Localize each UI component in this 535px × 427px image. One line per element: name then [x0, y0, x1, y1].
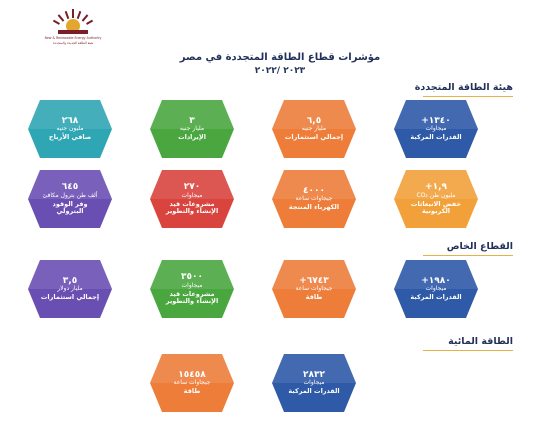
tile-text-group [284, 362, 344, 404]
tile-text-group [162, 268, 222, 310]
tile-unit: جيجاوات ساعة [173, 379, 211, 387]
stat-tile [392, 258, 480, 320]
tile-value: ٣٥٠٠ [181, 272, 203, 283]
tile-value: ٢٧٠ [183, 182, 201, 193]
tile-value: ٣,٥ [62, 276, 78, 287]
stat-tile [26, 98, 114, 160]
stat-tile [392, 168, 480, 230]
tile-value: ١,٩+ [425, 182, 447, 193]
tile-description: مشروعات قيد الإنشاء والتطوير [165, 289, 219, 306]
tile-description: مشروعات قيد الإنشاء والتطوير [165, 199, 219, 216]
stat-tile [26, 258, 114, 320]
tile-value: ١٥٤٥٨ [178, 370, 206, 381]
tile-text-group [162, 178, 222, 220]
tile-unit: مليار جنيه [301, 125, 327, 133]
tile-description: طاقة [183, 387, 201, 396]
stat-tile [270, 168, 358, 230]
tile-unit: مليون طن CO₂ [416, 191, 456, 199]
authority-logo [28, 8, 118, 46]
tile-unit: ميجاوات [181, 281, 203, 289]
tile-value: ٦٤٥ [61, 182, 79, 193]
tile-text-group [284, 108, 344, 150]
tile-unit: جيجاوات ساعة [295, 285, 333, 293]
tile-text-group [162, 362, 222, 404]
stat-tile [270, 98, 358, 160]
tile-text-group [284, 268, 344, 310]
tile-text-group [162, 108, 222, 150]
tile-text-group [406, 178, 466, 220]
section-divider [423, 255, 513, 256]
logo-english-text: New & Renewable Energy Authority [44, 36, 102, 40]
tile-description: إجمالي استثمارات [284, 133, 344, 142]
tile-unit: ميجاوات [303, 379, 325, 387]
sun-emblem-icon [46, 8, 100, 35]
stat-tile [270, 352, 358, 414]
tile-description: خفض الانبعاثات الكربونية [410, 199, 462, 216]
tile-unit: ميجاوات [425, 285, 447, 293]
tile-unit: مليار جنيه [179, 125, 205, 133]
tile-value: ٣ [189, 116, 195, 127]
stat-tile [392, 98, 480, 160]
section-heading-hydro: الطاقة المائية [448, 336, 513, 347]
logo-arabic-text: هيئة الطاقة الجديدة والمتجددة [53, 41, 93, 45]
stat-tile [270, 258, 358, 320]
stat-tile [148, 168, 236, 230]
tile-description: القدرات المركبة [410, 293, 462, 302]
tile-text-group [406, 268, 466, 310]
section-divider [423, 350, 513, 351]
tile-unit: جيجاوات ساعة [295, 195, 333, 203]
tile-text-group [40, 268, 100, 310]
page-title: مؤشرات قطاع الطاقة المتجددة في مصر [179, 52, 381, 63]
tile-value: ٤٠٠٠ [303, 186, 325, 197]
tile-value: ٢٦٨ [61, 116, 79, 127]
tile-value: ٢٨٣٢ [303, 370, 325, 381]
tile-text-group [406, 108, 466, 150]
section-divider [423, 96, 513, 97]
section-heading-nrea: هيئة الطاقة المتجددة [414, 82, 513, 93]
tile-value: ٦٧٤٣+ [299, 276, 329, 287]
tile-unit: ميجاوات [425, 125, 447, 133]
stat-tile [148, 352, 236, 414]
tile-text-group [40, 108, 100, 150]
tile-text-group [40, 178, 100, 220]
tile-description: الإيرادات [178, 133, 206, 142]
tile-description: القدرات المركبة [288, 387, 340, 396]
tile-value: ٦,٥ [306, 116, 322, 127]
tile-unit: ميجاوات [181, 191, 203, 199]
tile-text-group [284, 178, 344, 220]
section-heading-private: القطاع الخاص [446, 241, 513, 252]
tile-unit: ألف طن بترول مكافئ [42, 191, 98, 199]
tile-unit: مليون جنيه [56, 125, 84, 133]
tile-description: وفر الوقود البترولي [52, 199, 88, 216]
tile-description: صافي الأرباح [48, 133, 92, 142]
tile-value: ١٩٨٠+ [421, 276, 451, 287]
tile-unit: مليار دولار [57, 285, 83, 293]
stat-tile [148, 258, 236, 320]
tile-description: إجمالي استثمارات [40, 293, 100, 302]
stat-tile [26, 168, 114, 230]
tile-description: القدرات المركبة [410, 133, 462, 142]
page-subtitle: ٢٠٢٣ /٢٠٢٢ [254, 66, 306, 76]
tile-value: ١٣٤٠+ [421, 116, 451, 127]
tile-description: الكهرباء المنتجة [288, 203, 340, 212]
tile-description: طاقة [305, 293, 323, 302]
stat-tile [148, 98, 236, 160]
